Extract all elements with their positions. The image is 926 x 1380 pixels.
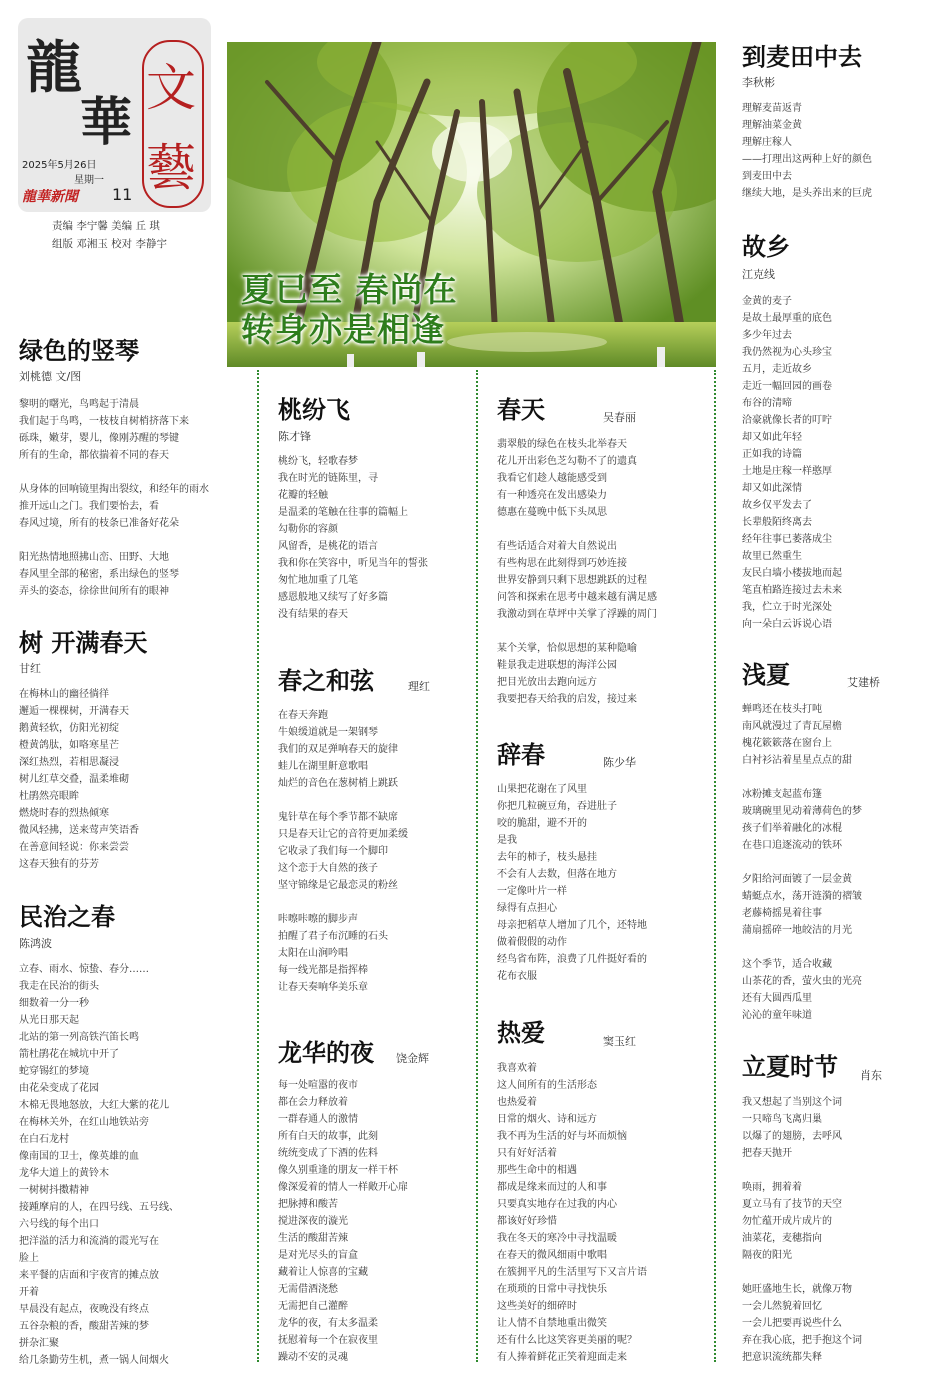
article-title: 春之和弦 (278, 667, 374, 695)
article-line: 把脉搏和酸苦 (278, 1199, 338, 1210)
article-line: 开着 (19, 1287, 39, 1298)
article-line: 还有大圆西瓜里 (742, 993, 812, 1004)
article-line: 却又如此深情 (742, 483, 802, 494)
article-line: 燃烧时春的烈热倾寒 (19, 808, 109, 819)
article-line: 脸上 (19, 1253, 39, 1264)
article-line: 笔直柏路连接过去未来 (742, 585, 842, 596)
article-line: 五谷杂粮的香，酸甜苦辣的梦 (19, 1321, 149, 1332)
article-line: 我要把春天给我的启发，接过来 (497, 694, 637, 705)
article-author: 肖东 (860, 1069, 882, 1082)
article-line: 接踵摩肩的人，在四号线、五号线、 (19, 1202, 179, 1213)
article-line: 蛇穿锡红的梦境 (19, 1066, 89, 1077)
article-author: 李秋彬 (742, 76, 775, 89)
article-title: 桃纷飞 (278, 396, 350, 424)
article-line: 咔嚓咔嚓的脚步声 (278, 914, 358, 925)
article-line (742, 1162, 862, 1179)
credits-line-layout: 组版 邓湘玉 校对 李静宇 (52, 238, 168, 250)
article-line: 去年的柿子，枝头悬挂 (497, 852, 597, 863)
article-line: 像久别重逢的朋友一样干杯 (278, 1165, 398, 1176)
article-line: 微风轻拂，送来莺声笑语香 (19, 825, 139, 836)
article-line: 是对光尽头的盲盒 (278, 1250, 358, 1261)
article-line: 勾勒你的容颜 (278, 524, 338, 535)
article-line: 在白石龙村 (19, 1134, 69, 1145)
article-line: 油菜花，麦穗指向 (742, 1233, 822, 1244)
article-line: 是故土最厚重的底色 (742, 313, 832, 324)
article-line: 抚慰着每一个在寂夜里 (278, 1335, 378, 1346)
article-line: 一定像叶片一样 (497, 886, 567, 897)
article-line: 把意识流统都失释 (742, 1352, 822, 1363)
article-line: 理解油菜金黄 (742, 120, 802, 131)
article-author: 江克线 (742, 268, 775, 281)
article-title: 故乡 (742, 233, 790, 261)
article-title: 民治之春 (19, 903, 115, 931)
article-line: 一树树抖擞精神 (19, 1185, 89, 1196)
article-line: 布谷的清啼 (742, 398, 792, 409)
article-title: 热爱 (497, 1019, 545, 1047)
article-line: 一群春通人的激情 (278, 1114, 358, 1125)
article-line: 我在时光的链陈里，寻 (278, 473, 378, 484)
article-line: 来平餐的店面和宇夜宵的摊点放 (19, 1270, 159, 1281)
article-line: 老藤椅摇晃着往事 (742, 908, 822, 919)
article-line: 故乡仅平发去了 (742, 500, 812, 511)
article-body (19, 686, 139, 873)
article-line: 它收录了我们每一个脚印 (278, 846, 388, 857)
article-line: 我不再为生活的好与坏而烦恼 (497, 1131, 627, 1142)
article-line: 槐花簌簌落在窗台上 (742, 738, 832, 749)
article-line: 玻璃碗里见动着薄荷色的梦 (742, 806, 862, 817)
article-line: 绿得有点担心 (497, 903, 557, 914)
article-line: 细数着一分一秒 (19, 998, 89, 1009)
article-line: 无需借酒浇愁 (278, 1284, 338, 1295)
brand-logo: 龍華新聞 (22, 189, 78, 205)
article-line: 六号线的每个出口 (19, 1219, 99, 1230)
article-line: 匆忙地加重了几笔 (278, 575, 358, 586)
article-line: 躁动不安的灵魂 (278, 1352, 348, 1363)
article-line: ——打理出这两种上好的颜色 (742, 154, 872, 165)
article-body (497, 781, 647, 985)
article-line: 在梅林关外，在红山地铁站旁 (19, 1117, 149, 1128)
article-line: 在巷口追逐流动的铁环 (742, 840, 842, 851)
article-line: 山茶花的香，萤火虫的光亮 (742, 976, 862, 987)
article-line: 桃纷飞，轻歌春梦 (278, 456, 358, 467)
article-line: 一只啼鸟飞离归巢 (742, 1114, 822, 1125)
article-line: 我走在民治的街头 (19, 981, 99, 992)
banner-photo (227, 42, 716, 367)
article-line: 孩子们举着融化的冰棍 (742, 823, 842, 834)
article-line: 北站的第一列高铁汽笛长鸣 (19, 1032, 139, 1043)
article-line: 春风过境，所有的枝条已准备好花朵 (19, 518, 179, 529)
article-line: 山果把花谢在了风里 (497, 784, 587, 795)
article-line: 鹅黄轻软，仿阳光初绽 (19, 723, 119, 734)
article-line: 还有什么比这笑容更美丽的呢？ (497, 1335, 637, 1346)
article-title: 树 开满春天 (19, 629, 148, 657)
article-line (278, 792, 408, 809)
article-line: 给几条勤劳生机，煮一锅人间烟火 (19, 1355, 169, 1366)
article-line: 所有白天的故事，此刻 (278, 1131, 378, 1142)
article-line: 拼杂汇聚 (19, 1338, 59, 1349)
article-line: 我又想起了当别这个词 (742, 1097, 842, 1108)
article-line: 在簇拥平凡的生活里写下又言片语 (497, 1267, 647, 1278)
article-line: 我在冬天的寒冷中寻找温暖 (497, 1233, 617, 1244)
article-author: 陈才锋 (278, 430, 311, 443)
article-line: 长辈般陌终离去 (742, 517, 812, 528)
article-line: 推开远山之门。我们要怡去，看 (19, 501, 159, 512)
credits (52, 217, 167, 253)
article-body (19, 961, 179, 1369)
article-line (278, 894, 408, 911)
article-line: 都在会力释放着 (278, 1097, 348, 1108)
article-line: 龙华大道上的黄铃木 (19, 1168, 109, 1179)
article-line: 我激动到在草坪中关掌了浮躁的周门 (497, 609, 657, 620)
article-line: 橙黄鸽肽，如咯寒星芒 (19, 740, 119, 751)
article-line: 世界安静到只剩下思想跳跃的过程 (497, 575, 647, 586)
article-line: 花布衣服 (497, 971, 537, 982)
article-line: 这人间所有的生活形态 (497, 1080, 597, 1091)
article-line: 翡翠般的绿色在枝头北举春天 (497, 439, 627, 450)
article-line (497, 521, 657, 538)
article-line (497, 623, 657, 640)
article-line: 蒲扇摇碎一地皎洁的月光 (742, 925, 852, 936)
article-body (497, 1060, 647, 1366)
article-line: 隔夜的阳光 (742, 1250, 792, 1261)
article-line: 从光日那天起 (19, 1015, 79, 1026)
article-line: 生活的酸甜苦辣 (278, 1233, 348, 1244)
article-line: 无需把自己灌醉 (278, 1301, 348, 1312)
article-line: 花儿开出彩色芝勾勒不了的遗真 (497, 456, 637, 467)
article-line: 这春天独有的芬芳 (19, 859, 99, 870)
article-line: 有人捧着鲜花正笑着迎面走来 (497, 1352, 627, 1363)
article-line: 我们的双足弹响春天的旋律 (278, 744, 398, 755)
article-author: 甘红 (19, 662, 41, 675)
article-line: 把洋溢的活力和流淌的霞光写在 (19, 1236, 159, 1247)
article-title: 辞春 (497, 741, 545, 769)
article-line: 到麦田中去 (742, 171, 792, 182)
article-line: 在琐琐的日常中寻找快乐 (497, 1284, 607, 1295)
article-line: 五月，走近故乡 (742, 364, 812, 375)
article-line: 理解麦苗返青 (742, 103, 802, 114)
article-line (742, 769, 862, 786)
article-line: 龙华的夜，有太多温柔 (278, 1318, 378, 1329)
article-line (742, 939, 862, 956)
article-line: 白衬衫沾着星星点点的甜 (742, 755, 852, 766)
article-line: 春风里全部的秘密，系出绿色的竖琴 (19, 569, 179, 580)
article-line: 在善意间轻说：你来尝尝 (19, 842, 129, 853)
article-author: 吴春丽 (603, 411, 636, 424)
article-author: 刘桃德 文/图 (19, 370, 82, 383)
article-line: 阳光热情地照拂山峦、田野、大地 (19, 552, 169, 563)
article-line: 母亲把稻草人增加了几个，还特地 (497, 920, 647, 931)
article-line: 走近一幅回园的画卷 (742, 381, 832, 392)
article-line: 只有好好活着 (497, 1148, 557, 1159)
article-line: 她旺盛地生长，就像万物 (742, 1284, 852, 1295)
article-line (19, 532, 209, 549)
article-title: 到麦田中去 (742, 43, 862, 71)
article-author: 理红 (408, 680, 430, 693)
article-body (497, 436, 657, 708)
article-line: 蛙儿在湖里鼾意歌唱 (278, 761, 368, 772)
article-line: 冰粉摊支起蓝布篷 (742, 789, 822, 800)
article-line: 把春天抛开 (742, 1148, 792, 1159)
article-line: 有些构思在此刻得到巧妙连接 (497, 558, 627, 569)
article-line: 是我 (497, 835, 517, 846)
masthead-char-yi: 藝 (146, 139, 196, 197)
article-line: 砾珠，嫩芽，婴儿，像刚苏醒的琴键 (19, 433, 179, 444)
article-line: 树儿红草交叠，温柔堆砌 (19, 774, 129, 785)
article-title: 龙华的夜 (278, 1039, 374, 1067)
article-line: 像深爱着的情人一样敞开心扉 (278, 1182, 408, 1193)
article-line: 木棉无畏地怒放，大红大紫的花儿 (19, 1100, 169, 1111)
article-line (742, 1264, 862, 1281)
article-author: 窦玉红 (603, 1035, 636, 1048)
article-line: 牛娘缓道就是一架钢琴 (278, 727, 378, 738)
issue-date: 2025年5月26日 (22, 160, 97, 171)
article-line: 做着假假的动作 (497, 937, 567, 948)
article-body (278, 453, 428, 623)
article-line: 我仍然视为心头珍宝 (742, 347, 832, 358)
article-line: 德惠在蔓晚中低下头凤思 (497, 507, 607, 518)
article-line: 弄头的姿态，徐徐世间所有的眼神 (19, 586, 169, 597)
article-line: 继续大地，是头养出来的巨虎 (742, 188, 872, 199)
article-line: 黎明的曙光，鸟鸣起于清晨 (19, 399, 139, 410)
article-line: 在春天奔跑 (278, 710, 328, 721)
article-line: 日常的烟火、诗和远方 (497, 1114, 597, 1125)
article-line: 我们起于鸟鸣，一枝枝自树梢挤落下来 (19, 416, 189, 427)
article-author: 陈少华 (603, 756, 636, 769)
article-line (19, 464, 209, 481)
banner-headline-line1: 夏已至 春尚在 (241, 270, 458, 309)
article-author: 艾建桥 (847, 676, 880, 689)
article-line: 深红热烈，若相思凝浸 (19, 757, 119, 768)
article-line: 经鸟省布阵，浪费了几件挺好看的 (497, 954, 647, 965)
article-line: 问答和探索在思考中越来越有满足感 (497, 592, 657, 603)
article-line: 蜻蜓点水，荡开涟漪的褶皱 (742, 891, 862, 902)
column-divider (257, 370, 259, 1362)
article-line: 南风就漫过了青瓦屋檐 (742, 721, 842, 732)
article-line: 唤雨，拥着着 (742, 1182, 802, 1193)
article-line: 夏立马有了技节的天空 (742, 1199, 842, 1210)
article-line: 鞋景我走进联想的海洋公园 (497, 660, 617, 671)
masthead-char-long: 龍 (26, 35, 82, 101)
article-line: 由花朵变成了花园 (19, 1083, 99, 1094)
article-line: 统统变成了下酒的佐料 (278, 1148, 378, 1159)
article-line: 风留香，是桃花的语言 (278, 541, 378, 552)
page-number: 11 (112, 185, 133, 204)
article-line: 金黄的麦子 (742, 296, 792, 307)
article-line: 只要真实地存在过我的内心 (497, 1199, 617, 1210)
banner-headline-line2: 转身亦是相逢 (241, 310, 445, 349)
article-title: 立夏时节 (742, 1053, 838, 1081)
credits-line-editors: 责编 李宁馨 美编 丘 琪 (52, 220, 160, 232)
article-line: 坚守锦缘是它最恋灵的粉丝 (278, 880, 398, 891)
article-line: 这些美好的细碎时 (497, 1301, 577, 1312)
article-line: 夕阳给河面镀了一层金黄 (742, 874, 852, 885)
article-title: 绿色的竖琴 (19, 337, 139, 365)
masthead (18, 18, 211, 212)
article-line: 弃在我心底，把手抱这个词 (742, 1335, 862, 1346)
article-line: 只是春天让它的音符更加柔缓 (278, 829, 408, 840)
article-line (742, 854, 862, 871)
article-line: 理解庄稼人 (742, 137, 792, 148)
article-line: 没有结果的春天 (278, 609, 348, 620)
article-line: 让春天奏响华美乐章 (278, 982, 368, 993)
article-line: 我看它们趁人越能感受到 (497, 473, 607, 484)
article-line: 从身体的回响镜里掏出裂纹，和经年的雨水 (19, 484, 209, 495)
article-body (19, 396, 209, 600)
article-line: 鬼针草在每个季节都不缺席 (278, 812, 398, 823)
article-line: 咬的脆甜，避不开的 (497, 818, 587, 829)
article-line: 太阳在山涧吟唱 (278, 948, 348, 959)
article-line: 沁沁的童年味道 (742, 1010, 812, 1021)
article-line: 那些生命中的相遇 (497, 1165, 577, 1176)
article-line: 经年往事已萎落成尘 (742, 534, 832, 545)
article-body (742, 1094, 862, 1366)
article-line: 土地是庄稼一样憨厚 (742, 466, 832, 477)
article-line: 友民白墙小楼拔地而起 (742, 568, 842, 579)
article-line: 灿烂的音色在葱树梢上跳跃 (278, 778, 398, 789)
article-line: 搅进深夜的漩光 (278, 1216, 348, 1227)
article-line: 每一线光都是指挥棒 (278, 965, 368, 976)
article-title: 春天 (497, 396, 545, 424)
banner-headline (241, 270, 458, 350)
article-line: 每一处喧嚣的夜市 (278, 1080, 358, 1091)
masthead-char-wen: 文 (146, 59, 196, 117)
article-line: 正如我的诗篇 (742, 449, 802, 460)
column-divider (714, 370, 716, 1362)
article-line: 立春、雨水、惊蛰、春分…… (19, 964, 149, 975)
article-line: 却又如此年轻 (742, 432, 802, 443)
article-line: 我和你在笑容中，听见当年的誓张 (278, 558, 428, 569)
article-line: 都成是缘来而过的人和事 (497, 1182, 607, 1193)
article-line: 这个季节，适合收藏 (742, 959, 832, 970)
article-line: 藏着让人惊喜的宝藏 (278, 1267, 368, 1278)
article-line: 这个恋于大自然的孩子 (278, 863, 378, 874)
issue-weekday: 星期一 (74, 175, 104, 186)
masthead-char-hua: 華 (80, 92, 133, 153)
article-author: 饶金辉 (396, 1052, 429, 1065)
article-line: 早晨没有起点，夜晚没有终点 (19, 1304, 149, 1315)
article-line: 也热爱着 (497, 1097, 537, 1108)
article-line: 拍醒了君子布沉睡的石头 (278, 931, 388, 942)
article-line: 勿忙蕴开成片成片的 (742, 1216, 832, 1227)
article-body (742, 701, 862, 1024)
article-body (742, 293, 842, 633)
article-line: 某个关掌，恰似思想的某种隐喻 (497, 643, 637, 654)
article-line: 蝉鸣还在枝头打吨 (742, 704, 822, 715)
article-line: 故里已然重生 (742, 551, 802, 562)
article-line: 花瓣的轻触 (278, 490, 328, 501)
article-author: 陈鸿波 (19, 937, 52, 950)
article-body (742, 100, 872, 202)
article-line: 多少年过去 (742, 330, 792, 341)
article-line: 让人情不自禁地重出微笑 (497, 1318, 607, 1329)
article-line: 以爆了的翅膀，去呼风 (742, 1131, 842, 1142)
article-line: 我，伫立于时光深处 (742, 602, 832, 613)
article-body (278, 707, 408, 996)
article-title: 浅夏 (742, 661, 790, 689)
article-line: 箭杜鹃花在城坑中开了 (19, 1049, 119, 1060)
article-line: 邂逅一棵棵树，开满春天 (19, 706, 129, 717)
article-line: 我喜欢着 (497, 1063, 537, 1074)
article-body (278, 1077, 408, 1366)
article-line: 有一种透亮在发出感染力 (497, 490, 607, 501)
article-line: 感恩般地又续写了好多篇 (278, 592, 388, 603)
column-divider (476, 370, 478, 1362)
article-line: 一会儿然貌着回忆 (742, 1301, 822, 1312)
article-line: 杜鹃然亮眼眸 (19, 791, 79, 802)
article-line: 洽豪就像长者的叮咛 (742, 415, 832, 426)
article-line: 是温柔的笔触在往事的篇幅上 (278, 507, 408, 518)
article-line: 在春天的微风细雨中歌唱 (497, 1250, 607, 1261)
article-line: 有些话适合对着大自然说出 (497, 541, 617, 552)
article-line: 都该好好珍惜 (497, 1216, 557, 1227)
article-line: 像南国的卫士，像英雄的血 (19, 1151, 139, 1162)
article-line: 在梅林山的幽径徜徉 (19, 689, 109, 700)
article-line: 所有的生命，都依揣着不同的春天 (19, 450, 169, 461)
article-line: 你把几粒碗豆角，吞进肚子 (497, 801, 617, 812)
article-line: 把目光放出去跑向远方 (497, 677, 597, 688)
article-line: 一会儿把要再说些什么 (742, 1318, 842, 1329)
article-line: 向一朵白云诉说心语 (742, 619, 832, 630)
article-line: 不会有人去数，但落在地方 (497, 869, 617, 880)
